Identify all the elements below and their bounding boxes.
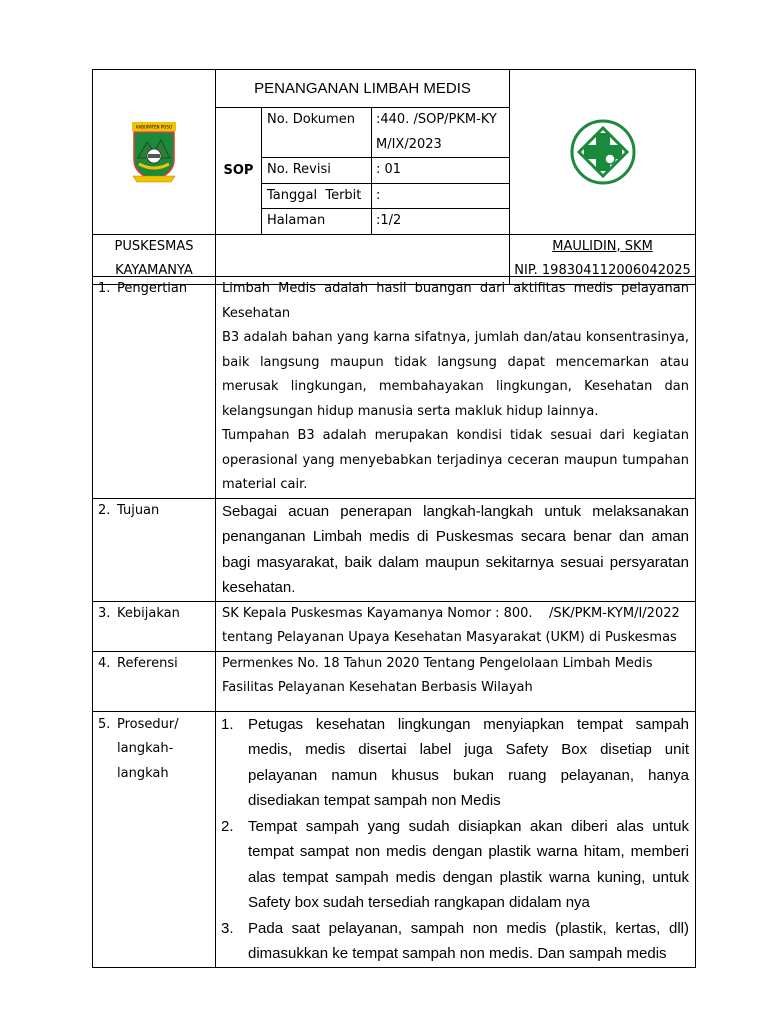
prosedur-steps (221, 712, 689, 967)
logo-lettering: KABUPATEN POSO (135, 124, 173, 130)
section-referensi (93, 651, 696, 711)
field-value-tanggal-terbit: : (372, 183, 510, 209)
field-value-no-revisi: : 01 (372, 158, 510, 184)
field-label-tanggal-terbit: Tanggal Terbit (262, 183, 372, 209)
left-logo-cell (93, 70, 216, 235)
section-pengertian (93, 277, 696, 499)
pengertian-paragraph: Tumpahan B3 adalah merupakan kondisi tidak sesuai dari kegiatan operasional yang menyebabkan terjadinya ceceran maupun tumpahan material cair. (222, 428, 689, 492)
referensi-line: Permenkes No. 18 Tahun 2020 Tentang Pengelolaan Limbah Medis (222, 655, 653, 671)
document-title: PENANGANAN LIMBAH MEDIS (216, 70, 510, 108)
organization-line-2: KAYAMANYA (115, 263, 193, 278)
kabupaten-poso-logo (129, 120, 179, 184)
section-prosedur (93, 711, 696, 967)
field-label-no-revisi: No. Revisi (262, 158, 372, 184)
section-label-kebijakan: 3. Kebijakan (98, 605, 180, 621)
sop-content-table (92, 276, 696, 968)
pengertian-paragraph: B3 adalah bahan yang karna sifatnya, jumlah dan/atau konsentrasinya, baik langsung maupun tidak langsung dapat mencemarkan atau merusak lingkungan, membahayakan lingkungan, Kesehatan dan kelangsungan hidup manusia serta makluk hidup lainnya. (222, 330, 689, 419)
section-kebijakan (93, 601, 696, 651)
section-label-prosedur: 5. Prosedur/ langkah- langkah (98, 716, 179, 781)
right-logo-cell (510, 70, 696, 235)
section-label-tujuan: 2. Tujuan (98, 502, 160, 518)
section-label-referensi: 4. Referensi (98, 655, 178, 671)
prosedur-step: 3. Pada saat pelayanan, sampah non medis (plastik, kertas, dll) dimasukkan ke tempat sampah non medis. Dan sampah medis (221, 919, 689, 962)
section-tujuan (93, 498, 696, 601)
prosedur-step: 1. Petugas kesehatan lingkungan menyiapkan tempat sampah medis, medis disertai label juga Safety Box disetiap unit pelayanan namun khusus bukan ruang pelayanan, hanya disediakan tempat sampah non Medis (221, 715, 689, 809)
field-value-halaman: :1/2 (372, 209, 510, 235)
prosedur-step: 2. Tempat sampah yang sudah disiapkan akan diberi alas untuk tempat sampat non medis dengan plastik warna hitam, memberi alas tempat sampah medis dengan plastik warna kuning, untuk Safety box sudah tersediah rangkapan didalam nya (221, 817, 689, 911)
kebijakan-line: SK Kepala Puskesmas Kayamanya Nomor : 800. /SK/PKM-KYM/I/2022 (222, 605, 680, 621)
referensi-line: Fasilitas Pelayanan Kesehatan Berbasis Wilayah (222, 680, 533, 695)
sop-label: SOP (216, 108, 262, 235)
field-label-halaman: Halaman (262, 209, 372, 235)
field-label-no-dokumen: No. Dokumen (262, 108, 372, 158)
organization-line-1: PUSKESMAS (114, 238, 194, 254)
signer-nip: NIP. 198304112006042025 (514, 263, 691, 278)
tujuan-text: Sebagai acuan penerapan langkah-langkah untuk melaksanakan penanganan Limbah medis di Puskesmas secara benar dan aman bagi masyarakat, baik dalam maupun sekitarnya sesuai persyaratan kesehatan. (216, 498, 696, 601)
kebijakan-line: tentang Pelayanan Upaya Kesehatan Masyarakat (UKM) di Puskesmas (222, 630, 677, 645)
section-label-pengertian: 1. Pengertian (98, 281, 188, 296)
signer-name: MAULIDIN, SKM (552, 238, 653, 254)
puskesmas-logo (570, 119, 636, 185)
sop-header-table (92, 69, 696, 285)
sop-document (92, 69, 695, 962)
pengertian-paragraph: Limbah Medis adalah hasil buangan dari aktifitas medis pelayanan Kesehatan (222, 281, 689, 321)
field-value-no-dokumen: :440. /SOP/PKM-KYM/IX/2023 (372, 108, 510, 158)
